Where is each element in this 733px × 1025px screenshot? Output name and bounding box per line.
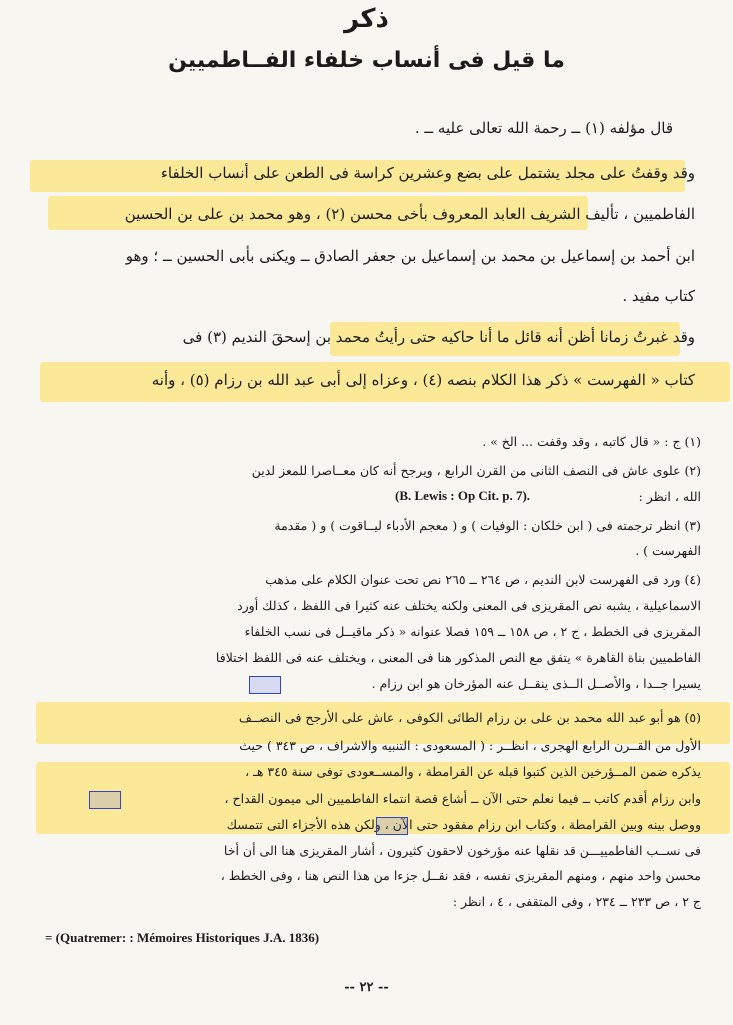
footnote-line: وابن رزام أقدم كاتب ــ فيما نعلم حتى الآن ــ أشاع قصة انتماء الفاطميين الى ميمون القداح ، <box>224 791 701 806</box>
search-hit-box <box>250 677 280 693</box>
footnote-line: (١) ج : « قال كاتبه ، وقد وقفت ... الخ » . <box>482 434 701 449</box>
search-hit-box <box>377 818 407 834</box>
footnote-line: (٥) هو أبو عبد الله محمد بن على بن رزام الطائى الكوفى ، عاش على الأرجح فى النصــف <box>238 710 701 725</box>
footnote-line: (٤) ورد فى الفهرست لابن النديم ، ص ٢٦٤ ــ ٢٦٥ نص تحت عنوان الكلام على مذهب <box>265 572 701 587</box>
footnote-line: فى نســب الفاطمييـــن قد نقلها عنه مؤرخون لاحقون كثيرون ، أشار المقريزى هنا الى أن أخا <box>223 843 701 858</box>
body-line: ابن أحمد بن إسماعيل بن محمد بن إسماعيل بن جعفر الصادق ــ ويكنى بأبى الحسين ــ ؛ وهو <box>125 247 695 265</box>
footnote-line: محسن واحد منهم ، ومنهم المقريزى نفسه ، فقد نقــل جزءا من هذا النص هنا ، وفى الخطط ، <box>220 868 701 883</box>
footnote-line: ووصل بينه وبين القرامطة ، وكتاب ابن رزام مفقود حتى الآن ، ولكن هذه الأجزاء التى تتمسك <box>226 817 701 832</box>
page-title: ذكر <box>344 4 389 34</box>
body-line: الفاطميين ، تأليف الشريف العابد المعروف بأخى محسن (٢) ، وهو محمد بن على بن الحسين <box>124 205 695 223</box>
footnote-line: الفاطميين بناة القاهرة » يتفق مع النص المذكور هنا فى المعنى ، ويختلف عنه فى اللفظ اختلافا <box>215 650 701 665</box>
footnote-line: الفهرست ) . <box>635 543 701 558</box>
footnote-line: الاسماعيلية ، يشبه نص المقريزى فى المعنى ولكنه يختلف عنه كثيرا فى اللفظ ، كذلك أورد <box>237 598 701 613</box>
latin-reference: = (Quatremer: : Mémoires Historiques J.A. 1836) <box>45 930 320 945</box>
search-hit-box <box>90 792 120 808</box>
footnote-line: (٣) انظر ترجمته فى ( ابن خلكان : الوفيات ) و ( معجم الأدباء ليــاقوت ) و ( مقدمة <box>274 518 701 533</box>
footnote-line: يسيرا جــدا ، والأصــل الــذى ينقــل عنه المؤرخان هو ابن رزام . <box>371 676 701 691</box>
body-line: وقد وقفتُ على مجلد يشتمل على بضع وعشرين كراسة فى الطعن على أنساب الخلفاء <box>160 164 695 182</box>
footnote-line: يذكره ضمن المــؤرخين الذين كتبوا قبله عن القرامطة ، والمســعودى توفى سنة ٣٤٥ هـ ، <box>245 764 701 779</box>
body-line: كتاب مفيد . <box>622 287 695 305</box>
latin-reference: (B. Lewis : Op Cit. p. 7). <box>395 488 531 503</box>
footnote-line: الأول من القــرن الرابع الهجرى ، انظــر : ( المسعودى : التنبيه والاشراف ، ص ٣٤٣ ) حيث <box>239 738 701 753</box>
footnote-line: المقريزى فى الخطط ، ج ٢ ، ص ١٥٨ ــ ١٥٩ فصلا عنوانه « ذكر ماقيــل فى نسب الخلفاء <box>244 624 701 639</box>
footnote-line: الله ، انظر : <box>638 489 701 504</box>
page-subtitle: ما قيل فى أنساب خلفاء الفــاطميين <box>168 48 565 73</box>
body-line: قال مؤلفه (١) ــ رحمة الله تعالى عليه ــ . <box>414 119 673 137</box>
footnote-line: ج ٢ ، ص ٢٣٣ ــ ٢٣٤ ، وفى المتقفى ، ٤ ، انظر : <box>452 894 701 909</box>
page-number: -- ٢٢ -- <box>344 980 389 995</box>
footnote-line: (٢) علوى عاش فى النصف الثانى من القرن الرابع ، ويرجح أنه كان معــاصرا للمعز لدين <box>251 463 701 478</box>
body-line: كتاب « الفهرست » ذكر هذا الكلام بنصه (٤) ، وعزاه إلى أبى عبد الله بن رزام (٥) ، وأنه <box>151 371 695 389</box>
body-line: وقد غبرتُ زمانا أظن أنه قائل ما أنا حاكيه حتى رأيتُ محمد بن إسحقَ النديم (٣) فى <box>182 328 695 346</box>
